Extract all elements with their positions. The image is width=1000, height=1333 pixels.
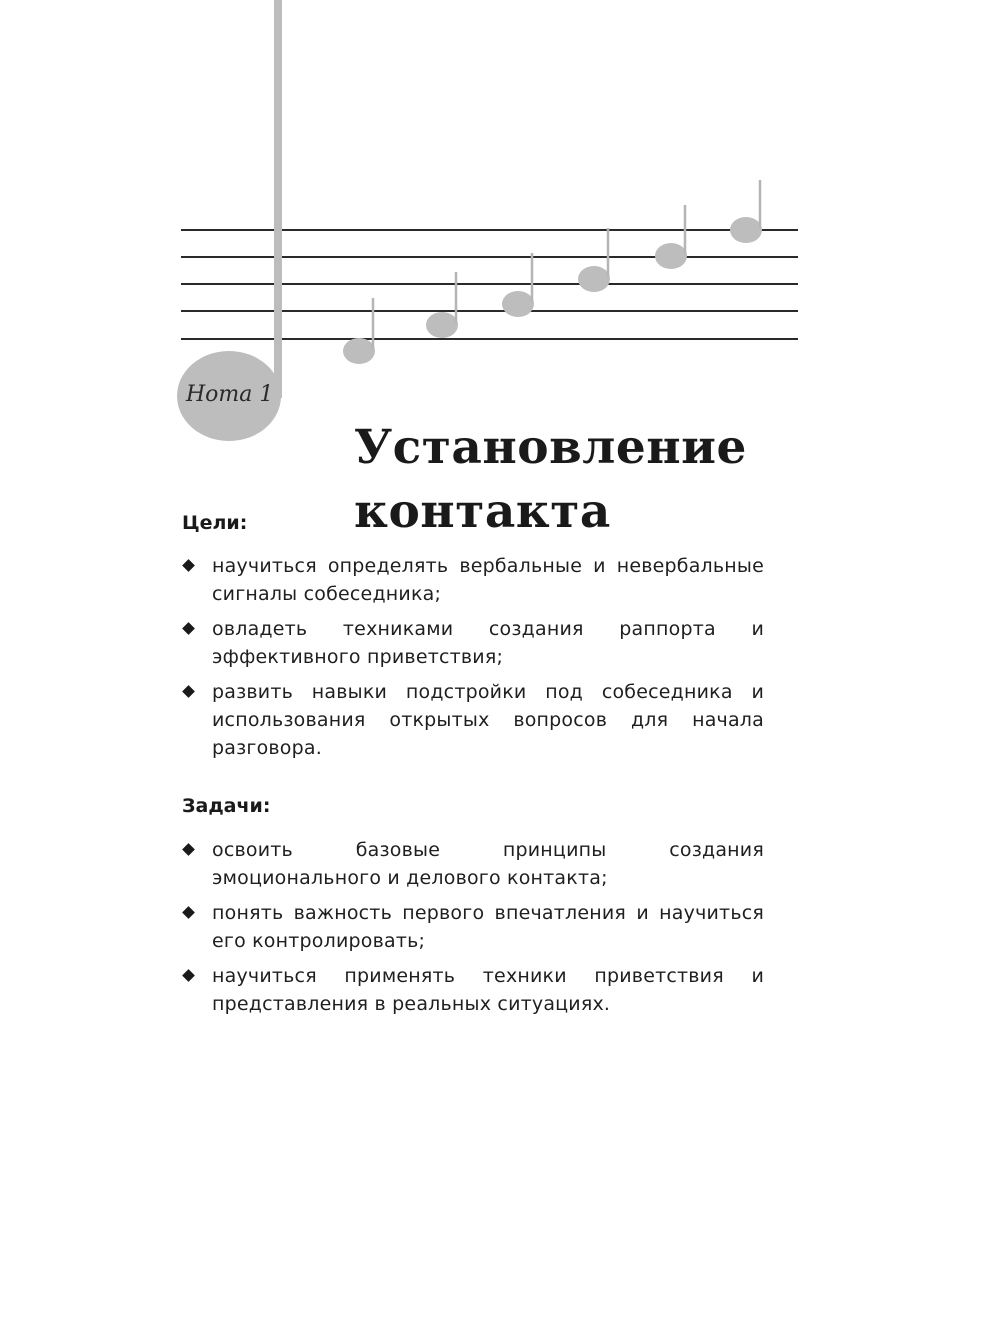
list-item-text: овладеть техниками создания раппорта и эффективного приветствия; (212, 618, 764, 668)
diamond-bullet-icon (182, 559, 195, 572)
list-item-text: понять важность первого впечатления и научиться его контролировать; (212, 902, 764, 952)
diamond-bullet-icon (182, 969, 195, 982)
note-1 (343, 298, 375, 364)
list-item (182, 962, 764, 1018)
note-5 (655, 205, 687, 269)
diamond-bullet-icon (182, 685, 195, 698)
chapter-title (354, 416, 874, 544)
goals-heading: Цели: (182, 512, 248, 534)
goals-list (182, 552, 764, 769)
list-item (182, 615, 764, 671)
note-2 (426, 272, 458, 338)
list-item (182, 552, 764, 608)
chapter-title-line-1: Установление (354, 420, 747, 476)
note-4 (578, 228, 610, 292)
list-item-text: развить навыки подстройки под собеседника и использования открытых вопросов для начала разговора. (212, 681, 764, 759)
list-item-text: научиться определять вербальные и невербальные сигналы собеседника; (212, 555, 764, 605)
diamond-bullet-icon (182, 843, 195, 856)
list-item-text: научиться применять техники приветствия и представления в реальных ситуациях. (212, 965, 764, 1015)
list-item (182, 836, 764, 892)
chapter-title-line-2: контакта (354, 484, 611, 540)
tasks-list (182, 836, 764, 1025)
chapter-number-label: Нота 1 (186, 382, 274, 407)
staff-lines (181, 230, 798, 339)
tasks-heading: Задачи: (182, 795, 271, 817)
note-6 (730, 180, 762, 243)
list-item-text: освоить базовые принципы создания эмоционального и делового контакта; (212, 839, 764, 889)
list-item (182, 899, 764, 955)
list-item (182, 678, 764, 762)
diamond-bullet-icon (182, 622, 195, 635)
chapter-note-stem (274, 0, 282, 398)
music-staff-decoration (0, 0, 1000, 460)
diamond-bullet-icon (182, 906, 195, 919)
